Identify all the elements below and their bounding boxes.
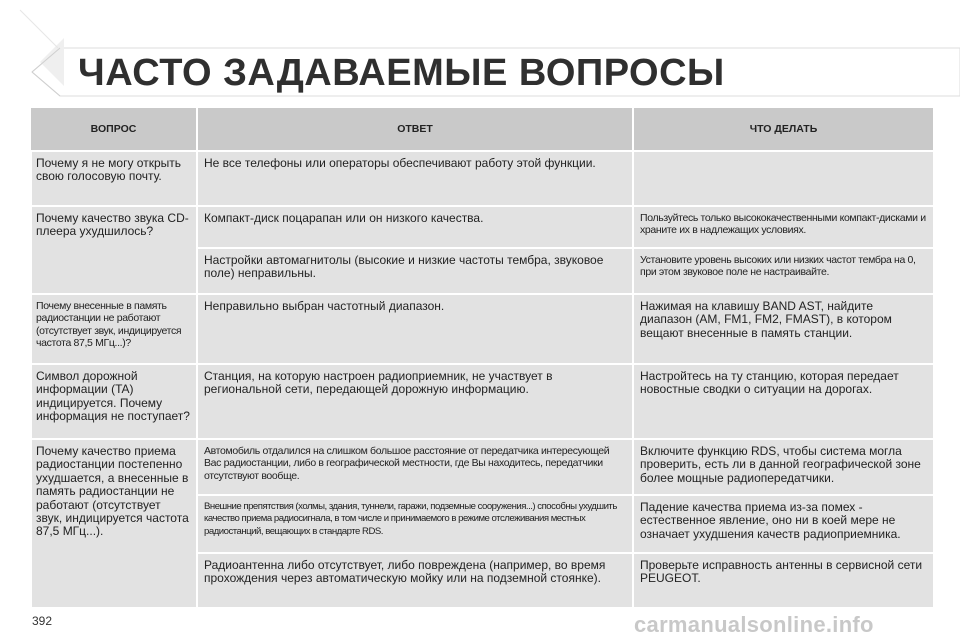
answer-cell: Автомобиль отдалился на слишком большое расстояние от передатчика интересующей Вас радиостанции, либо в географической местности, где Вы находитесь, передатчики отсутствуют вообще. <box>197 439 633 495</box>
answer-cell: Неправильно выбран частотный диапазон. <box>197 294 633 364</box>
action-cell: Настройтесь на ту станцию, которая передает новостные сводки о ситуации на дорогах. <box>633 364 934 439</box>
question-cell: Почему качество звука CD-плеера ухудшилось? <box>31 206 197 294</box>
header-band <box>0 0 960 110</box>
action-cell: Включите функцию RDS, чтобы система могла проверить, есть ли в данной географической зоне более мощные радиопередатчики. <box>633 439 934 495</box>
faq-table <box>30 108 935 609</box>
question-cell: Почему качество приема радиостанции постепенно ухудшается, а внесенные в память радиостанции не работают (отсутствует звук, индицируется частота 87,5 МГц...). <box>31 439 197 608</box>
answer-cell: Радиоантенна либо отсутствует, либо повреждена (например, во время прохождения через автоматическую мойку или на подземной стоянке). <box>197 553 633 608</box>
answer-cell: Настройки автомагнитолы (высокие и низкие частоты тембра, звуковое поле) неправильны. <box>197 248 633 294</box>
answer-cell: Не все телефоны или операторы обеспечивают работу этой функции. <box>197 151 633 206</box>
page-number: 392 <box>32 614 53 628</box>
action-cell: Нажимая на клавишу BAND AST, найдите диапазон (AM, FM1, FM2, FMAST), в котором вещают внесенные в память станции. <box>633 294 934 364</box>
action-cell: Пользуйтесь только высококачественными компакт-дисками и храните их в надлежащих условиях. <box>633 206 934 248</box>
table-row <box>31 364 934 439</box>
question-cell: Почему внесенные в память радиостанции не работают (отсутствует звук, индицируется частота 87,5 МГц...)? <box>31 294 197 364</box>
table-row <box>31 151 934 206</box>
action-cell: Установите уровень высоких или низких частот тембра на 0, при этом звуковое поле не настраивайте. <box>633 248 934 294</box>
action-cell: Проверьте исправность антенны в сервисной сети PEUGEOT. <box>633 553 934 608</box>
page-title: ЧАСТО ЗАДАВАЕМЫЕ ВОПРОСЫ <box>78 52 725 94</box>
answer-cell: Компакт-диск поцарапан или он низкого качества. <box>197 206 633 248</box>
column-header-answer: ОТВЕТ <box>197 108 633 151</box>
answer-cell: Станция, на которую настроен радиоприемник, не участвует в региональной сети, передающей дорожную информацию. <box>197 364 633 439</box>
table-row <box>31 294 934 364</box>
question-cell: Почему я не могу открыть свою голосовую почту. <box>31 151 197 206</box>
question-cell: Символ дорожной информации (TA) индицируется. Почему информация не поступает? <box>31 364 197 439</box>
action-cell: Падение качества приема из-за помех - естественное явление, оно ни в коей мере не означает ухудшения качеств радиоприемника. <box>633 495 934 553</box>
table-row <box>31 206 934 248</box>
watermark: carmanualsonline.info <box>634 612 874 637</box>
table-row <box>31 439 934 495</box>
column-header-question: ВОПРОС <box>31 108 197 151</box>
answer-cell: Внешние препятствия (холмы, здания, туннели, гаражи, подземные сооружения...) способны ухудшить качество приема радиосигнала, в том числе и принимаемого в режиме отслеживания местных радиостанций, вещающих в стандарте RDS. <box>197 495 633 553</box>
action-cell <box>633 151 934 206</box>
table-header-row <box>31 108 934 151</box>
column-header-action: ЧТО ДЕЛАТЬ <box>633 108 934 151</box>
